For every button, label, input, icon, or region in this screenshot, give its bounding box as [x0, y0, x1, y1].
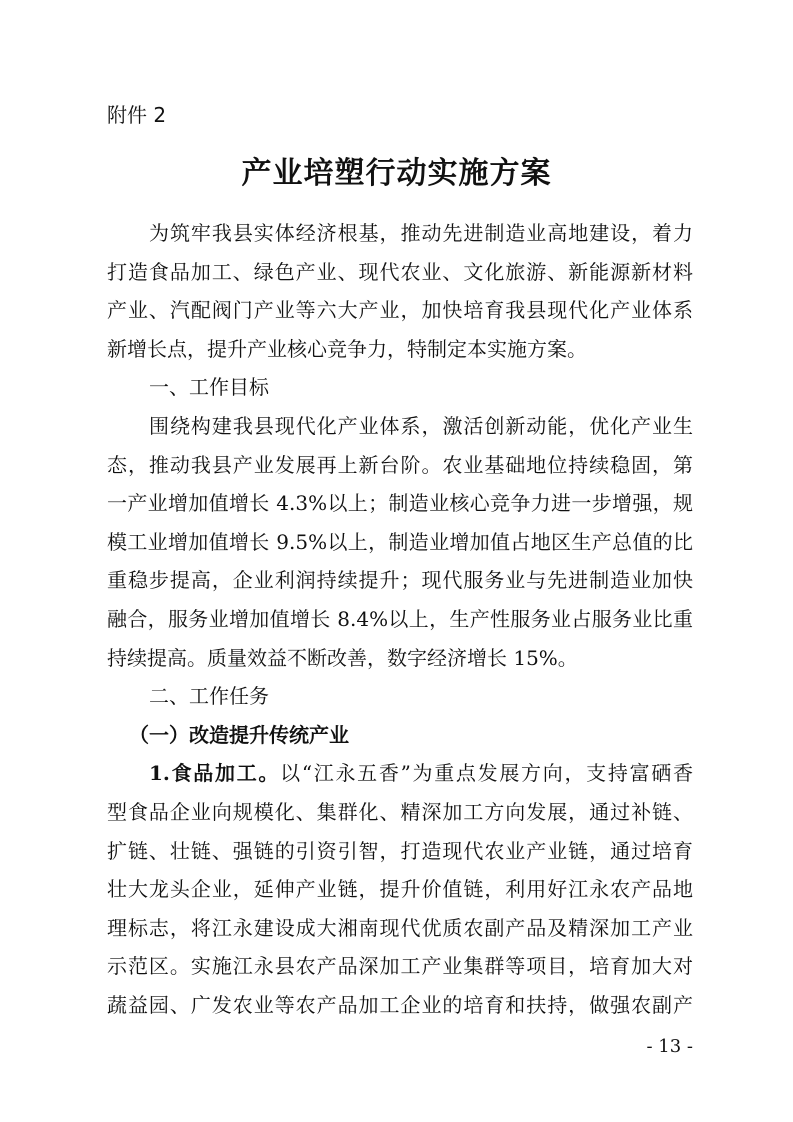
section-heading-tasks: 二、工作任务	[149, 684, 269, 709]
goals-line: 融合，服务业增加值增长 8.4%以上，生产性服务业占服务业比重	[107, 606, 693, 631]
food-line: 型食品企业向规模化、集群化、精深加工方向发展，通过补链、	[107, 799, 693, 824]
food-first-line-text: 以“江永五香”为重点发展方向，支持富硒香	[280, 761, 693, 786]
food-line: 扩链、壮链、强链的引资引智，打造现代农业产业链，通过培育	[107, 838, 693, 863]
page-number: - 13 -	[646, 1036, 693, 1057]
food-line	[107, 754, 693, 793]
intro-line: 产业、汽配阀门产业等六大产业，加快培育我县现代化产业体系	[107, 298, 693, 323]
intro-line: 为筑牢我县实体经济根基，推动先进制造业高地建设，着力	[149, 221, 693, 245]
goals-line: 围绕构建我县现代化产业体系，激活创新动能，优化产业生	[149, 413, 693, 438]
goals-line: 态，推动我县产业发展再上新台阶。农业基础地位持续稳固，第	[107, 452, 693, 477]
subsection-heading-traditional-industry: （一）改造提升传统产业	[129, 722, 349, 747]
food-line: 蔬益园、广发农业等农产品加工企业的培育和扶持，做强农副产	[107, 992, 693, 1017]
goals-line: 一产业增加值增长 4.3%以上；制造业核心竞争力进一步增强，规	[107, 491, 693, 516]
attachment-label: 附件 2	[107, 103, 167, 127]
goals-line: 持续提高。质量效益不断改善，数字经济增长 15%。	[107, 645, 578, 670]
goals-line: 重稳步提高，企业利润持续提升；现代服务业与先进制造业加快	[107, 568, 693, 593]
intro-line: 新增长点，提升产业核心竞争力，特制定本实施方案。	[107, 336, 587, 361]
document-body	[107, 214, 693, 1024]
food-lead-label: 1.食品加工。	[149, 761, 281, 786]
food-line: 理标志，将江永建设成大湘南现代优质农副产品及精深加工产业	[107, 915, 693, 940]
section-heading-goals: 一、工作目标	[149, 375, 269, 400]
intro-line: 打造食品加工、绿色产业、现代农业、文化旅游、新能源新材料	[107, 259, 693, 284]
food-line: 壮大龙头企业，延伸产业链，提升价值链，利用好江永农产品地	[107, 877, 693, 902]
food-line: 示范区。实施江永县农产品深加工产业集群等项目，培育加大对	[107, 954, 693, 979]
document-title: 产业培塑行动实施方案	[241, 156, 552, 191]
goals-line: 模工业增加值增长 9.5%以上，制造业增加值占地区生产总值的比	[107, 529, 693, 554]
